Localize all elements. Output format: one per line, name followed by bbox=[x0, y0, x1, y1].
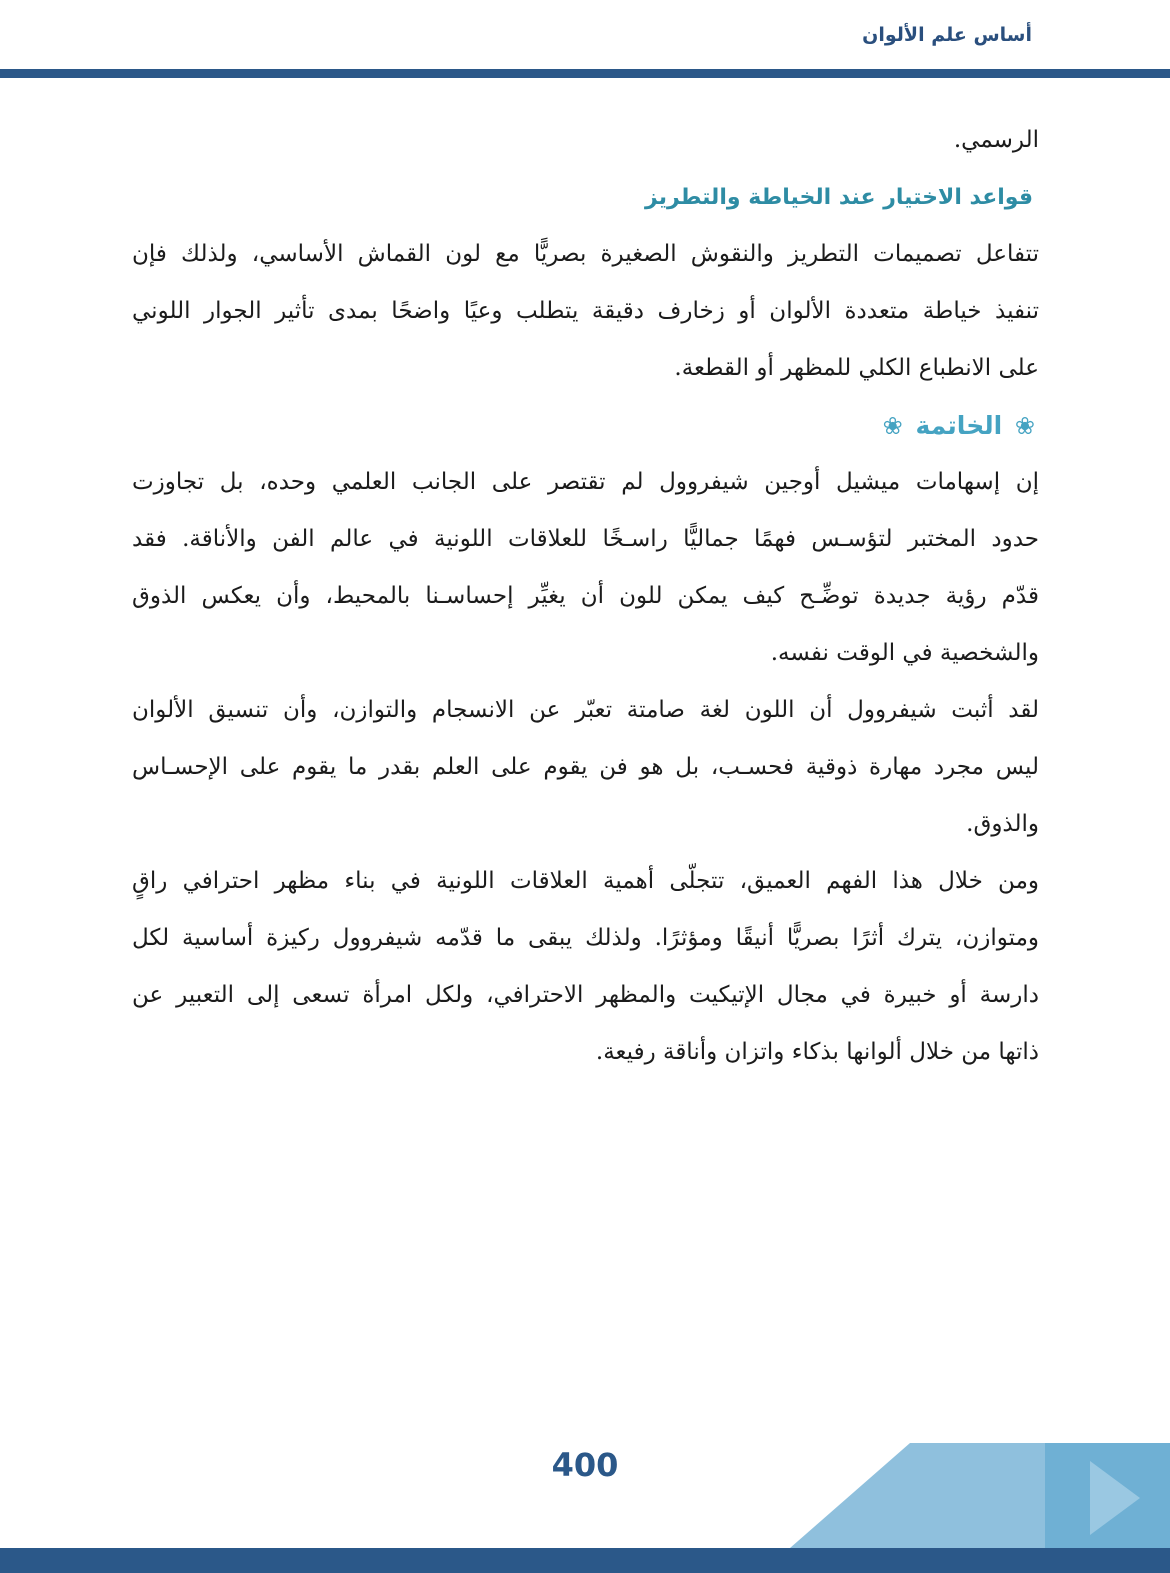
paragraph-line: ومتوازن، يترك أثرًا بصريًّا أنيقًا ومؤثرًا. ولذلك يبقى ما قدّمه شيفروول ركيزة أساسية لكل bbox=[132, 925, 1039, 951]
paragraph-line: دارسة أو خبيرة في مجال الإتيكيت والمظهر الاحترافي، ولكل امرأة تسعى إلى التعبير عن bbox=[132, 982, 1039, 1008]
flower-icon: ❀ bbox=[1014, 412, 1035, 440]
conclusion-heading-text: الخاتمة bbox=[915, 411, 1003, 440]
paragraph-line: تتفاعل تصميمات التطريز والنقوش الصغيرة بصريًّا مع لون القماش الأساسي، ولذلك فإن bbox=[132, 241, 1039, 267]
page-body bbox=[132, 112, 1039, 1081]
paragraph-line: إن إسهامات ميشيل أوجين شيفروول لم تقتصر على الجانب العلمي وحده، بل تجاوزت bbox=[132, 469, 1039, 495]
paragraph-line: ذاتها من خلال ألوانها بذكاء واتزان وأناقة رفيعة. bbox=[595, 1039, 1039, 1065]
flower-icon: ❀ bbox=[882, 412, 903, 440]
footer-bar bbox=[0, 1548, 1170, 1573]
running-title: أساس علم الألوان bbox=[862, 24, 1032, 46]
paragraph-line: ليس مجرد مهارة ذوقية فحسـب، بل هو فن يقوم على العلم بقدر ما يقوم على الإحسـاس bbox=[132, 754, 1039, 780]
paragraph-line: ومن خلال هذا الفهم العميق، تتجلّى أهمية العلاقات اللونية في بناء مظهر احترافي راقٍ bbox=[132, 868, 1039, 894]
header-rule bbox=[0, 69, 1170, 78]
paragraph-line: الرسمي. bbox=[953, 127, 1039, 153]
paragraph-line: تنفيذ خياطة متعددة الألوان أو زخارف دقيقة يتطلب وعيًا واضحًا بمدى تأثير الجوار اللوني bbox=[132, 298, 1039, 324]
paragraph-line: لقد أثبت شيفروول أن اللون لغة صامتة تعبّر عن الانسجام والتوازن، وأن تنسيق الألوان bbox=[132, 697, 1039, 723]
paragraph-line: حدود المختبر لتؤسـس فهمًا جماليًّا راسـخًا للعلاقات اللونية في عالم الفن والأناقة. فقد bbox=[132, 526, 1039, 552]
paragraph-line: والشخصية في الوقت نفسه. bbox=[770, 640, 1039, 666]
footer-corner-decoration bbox=[790, 1443, 1170, 1548]
paragraph-line: على الانطباع الكلي للمظهر أو القطعة. bbox=[674, 355, 1039, 381]
paragraph-line: والذوق. bbox=[966, 811, 1039, 837]
paragraph-line: قدّم رؤية جديدة توضِّـح كيف يمكن للون أن يغيِّر إحساسـنا بالمحيط، وأن يعكس الذوق bbox=[132, 583, 1039, 609]
conclusion-heading bbox=[132, 397, 1039, 454]
page-number: 400 bbox=[551, 1446, 619, 1484]
subheading: قواعد الاختيار عند الخياطة والتطريز bbox=[645, 185, 1033, 210]
